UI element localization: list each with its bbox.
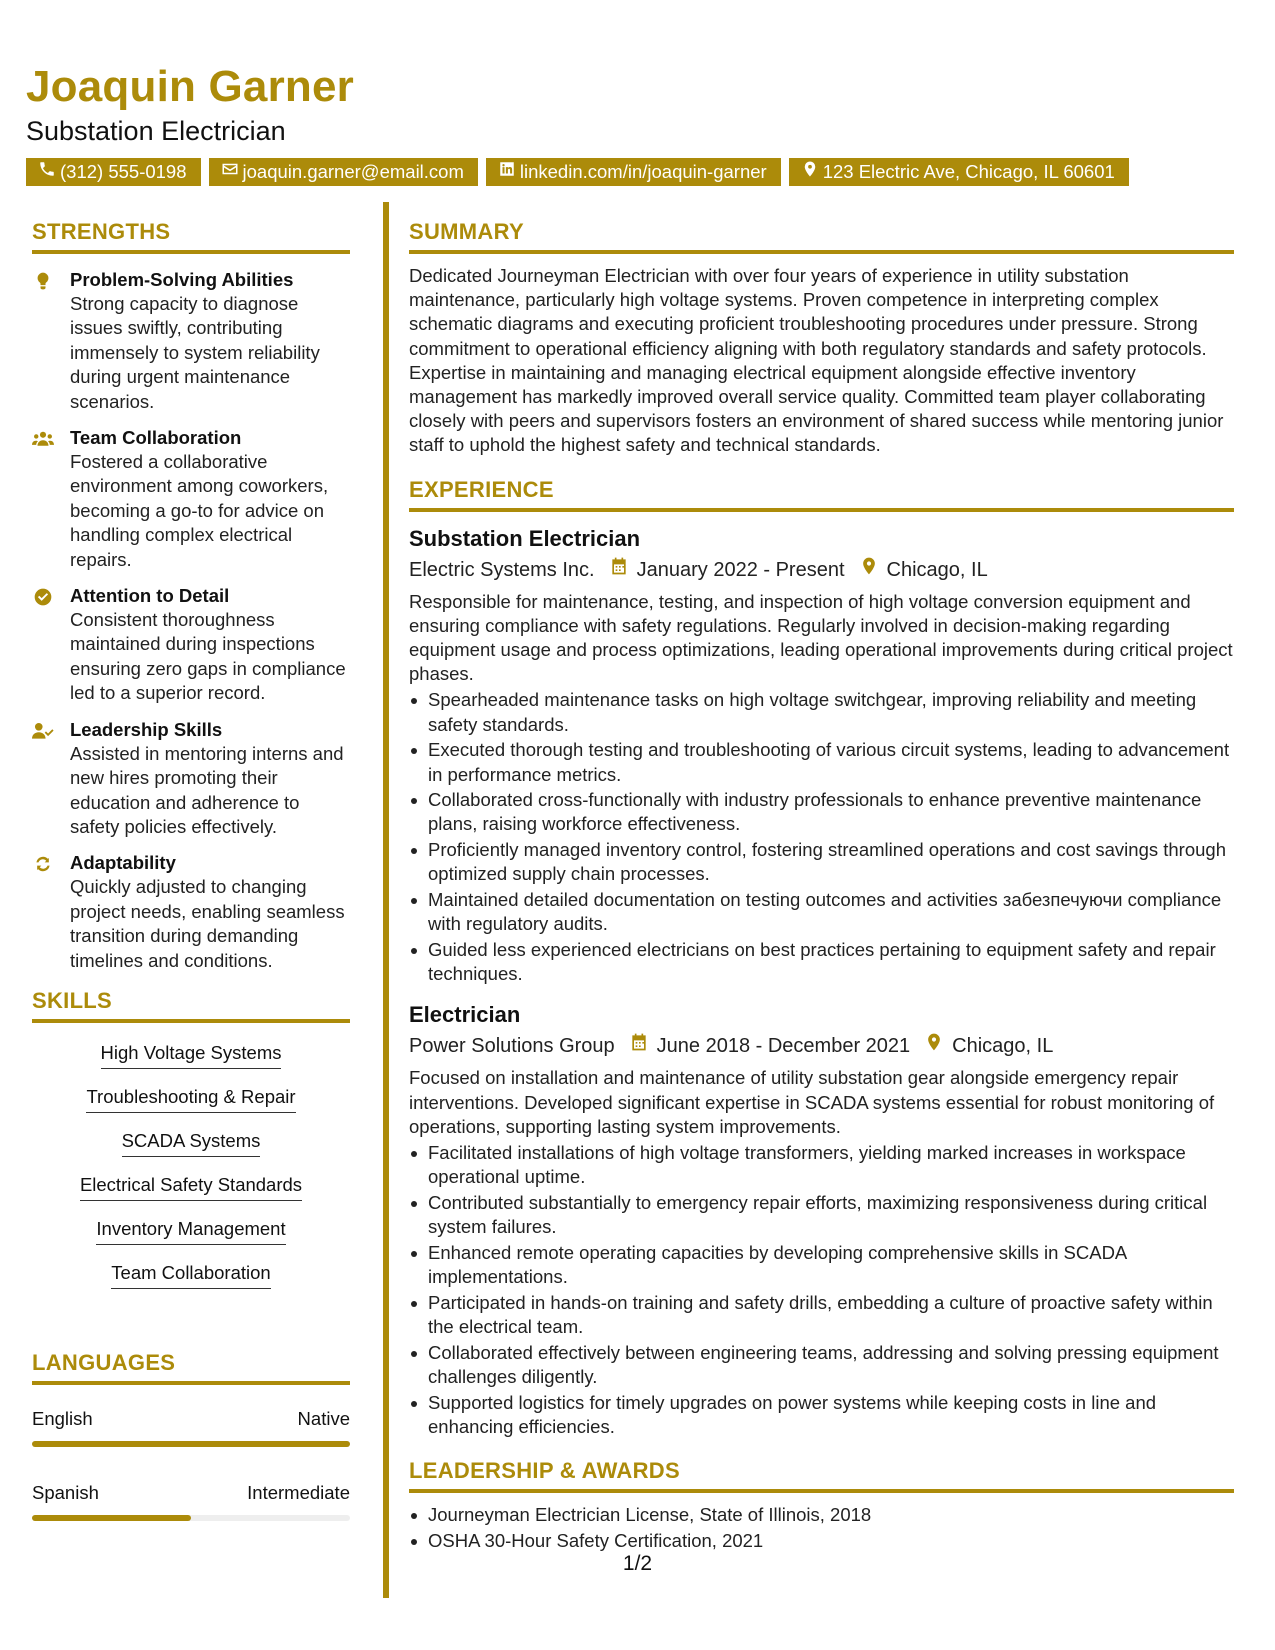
strength-item xyxy=(32,426,350,572)
strength-title: Problem-Solving Abilities xyxy=(70,269,294,290)
list-item: Enhanced remote operating capacities by developing comprehensive skills in SCADA implementations. xyxy=(409,1241,1234,1289)
location-pin-icon xyxy=(910,1032,952,1060)
lightbulb-icon xyxy=(32,268,70,414)
strength-item xyxy=(32,268,350,414)
strength-item xyxy=(32,718,350,840)
section-rule xyxy=(409,1489,1234,1493)
job-title: Electrician xyxy=(409,1002,521,1028)
skill-tag: Electrical Safety Standards xyxy=(80,1173,302,1201)
contact-address-text: 123 Electric Ave, Chicago, IL 60601 xyxy=(822,161,1115,182)
strength-desc: Assisted in mentoring interns and new hires promoting their education and adherence to safety policies effectively. xyxy=(70,742,344,837)
awards-heading: LEADERSHIP & AWARDS xyxy=(409,1457,680,1483)
language-level: Native xyxy=(297,1407,350,1429)
contact-email-text: joaquin.garner@email.com xyxy=(242,161,464,182)
list-item: Supported logistics for timely upgrades on power systems while keeping costs in line and enhancing efficiencies. xyxy=(409,1391,1234,1439)
list-item: Facilitated installations of high voltage transformers, yielding marked increases in workspace operational uptime. xyxy=(409,1141,1234,1189)
job-meta xyxy=(409,1032,1234,1060)
column-divider xyxy=(383,202,389,1598)
company-name: Electric Systems Inc. xyxy=(409,558,595,581)
language-proficiency-fill xyxy=(32,1515,191,1521)
left-column xyxy=(32,218,350,1521)
section-rule xyxy=(409,250,1234,254)
section-rule xyxy=(32,1019,350,1023)
user-check-icon xyxy=(32,718,70,840)
calendar-icon xyxy=(615,1032,657,1060)
skills-section xyxy=(32,987,350,1305)
skill-tag: Team Collaboration xyxy=(111,1261,270,1289)
list-item: Journeyman Electrician License, State of Illinois, 2018 xyxy=(409,1503,1234,1527)
job-entry xyxy=(409,524,1234,987)
resume-header xyxy=(26,62,1256,186)
contact-linkedin-text: linkedin.com/in/joaquin-garner xyxy=(519,161,767,182)
job-meta xyxy=(409,556,1234,584)
location-pin-icon xyxy=(845,556,887,584)
language-level: Intermediate xyxy=(247,1481,350,1503)
strength-title: Adaptability xyxy=(70,852,176,874)
strength-title: Leadership Skills xyxy=(70,718,223,740)
language-proficiency-bar xyxy=(32,1515,350,1521)
section-rule xyxy=(32,1381,350,1385)
skill-tag: SCADA Systems xyxy=(122,1129,261,1157)
envelope-icon xyxy=(221,158,239,186)
contact-linkedin[interactable] xyxy=(486,158,781,186)
experience-heading: EXPERIENCE xyxy=(409,476,554,502)
list-item: Guided less experienced electricians on best practices pertaining to equipment safety and repair techniques. xyxy=(409,938,1234,986)
candidate-name: Joaquin Garner xyxy=(26,62,354,111)
strength-item xyxy=(32,584,350,706)
users-icon xyxy=(32,426,70,572)
job-bullets xyxy=(409,688,1234,986)
summary-text: Dedicated Journeyman Electrician with over four years of experience in utility substation maintenance, particularly high voltage systems. Proven competence in interpreting complex schematic diagrams and executing proficient troubleshooting procedures under pressure. Strong commitment to operational efficiency aligning with both regulatory standards and safety protocols. Expertise in maintaining and managing electrical equipment alongside effective inventory management has markedly improved overall service quality. Committed team player collaborating closely with peers and supervisors fosters an environment of shared success while mentoring junior staff to uphold the highest safety and technical standards. xyxy=(409,265,1224,456)
experience-section xyxy=(409,476,1234,1439)
contact-phone xyxy=(26,158,201,186)
strength-desc: Strong capacity to diagnose issues swiftly, contributing immensely to system reliability during urgent maintenance scenarios. xyxy=(70,293,320,412)
linkedin-icon xyxy=(498,158,516,186)
list-item: Participated in hands-on training and safety drills, embedding a culture of proactive safety within the electrical team. xyxy=(409,1291,1234,1339)
job-location: Chicago, IL xyxy=(952,1035,1054,1058)
strengths-heading: STRENGTHS xyxy=(32,219,171,244)
list-item: Contributed substantially to emergency repair efforts, maximizing responsiveness during critical system failures. xyxy=(409,1191,1234,1239)
language-name: Spanish xyxy=(32,1481,99,1503)
languages-section xyxy=(32,1349,350,1521)
list-item: Collaborated cross-functionally with industry professionals to enhance preventive maintenance plans, raising workforce effectiveness. xyxy=(409,788,1234,836)
contact-phone-text: (312) 555-0198 xyxy=(60,161,187,182)
company-name: Power Solutions Group xyxy=(409,1035,615,1058)
summary-heading: SUMMARY xyxy=(409,219,524,244)
skill-tag: Inventory Management xyxy=(96,1217,285,1245)
strength-desc: Fostered a collaborative environment among coworkers, becoming a go-to for advice on handling complex electrical repairs. xyxy=(70,451,329,570)
strength-title: Attention to Detail xyxy=(70,585,230,607)
calendar-icon xyxy=(595,556,637,584)
strength-item xyxy=(32,851,350,973)
awards-list xyxy=(409,1503,1234,1553)
job-dates: June 2018 - December 2021 xyxy=(656,1035,911,1058)
check-circle-icon xyxy=(32,584,70,706)
summary-section xyxy=(409,218,1234,458)
language-item xyxy=(32,1407,350,1447)
contact-bar xyxy=(26,158,1256,186)
language-name: English xyxy=(32,1407,93,1429)
job-bullets xyxy=(409,1141,1234,1439)
section-rule xyxy=(409,508,1234,512)
right-column xyxy=(409,218,1234,1554)
phone-icon xyxy=(38,158,56,186)
list-item: Executed thorough testing and troubleshooting of various circuit systems, leading to advancement in performance metrics. xyxy=(409,738,1234,786)
language-item xyxy=(32,1481,350,1521)
list-item: Proficiently managed inventory control, fostering streamlined operations and cost savings through optimized supply chain processes. xyxy=(409,838,1234,886)
job-entry xyxy=(409,1000,1234,1439)
language-proficiency-bar xyxy=(32,1441,350,1447)
skill-tag: Troubleshooting & Repair xyxy=(86,1085,295,1113)
job-location: Chicago, IL xyxy=(886,558,988,581)
strength-title: Team Collaboration xyxy=(70,427,242,449)
section-rule xyxy=(32,250,350,254)
strength-desc: Quickly adjusted to changing project needs, enabling seamless transition during demanding timelines and conditions. xyxy=(70,876,345,971)
strengths-section xyxy=(32,218,350,973)
skill-tag: High Voltage Systems xyxy=(101,1041,282,1069)
location-pin-icon xyxy=(801,158,819,186)
strength-desc: Consistent thoroughness maintained during inspections ensuring zero gaps in compliance led to a superior record. xyxy=(70,609,346,704)
job-description: Responsible for maintenance, testing, and inspection of high voltage conversion equipment and ensuring compliance with safety regulations. Regularly involved in decision-making regarding equipment usage and process optimizations, leading operational improvements during critical project phases. xyxy=(409,590,1233,685)
skills-heading: SKILLS xyxy=(32,987,113,1013)
language-proficiency-fill xyxy=(32,1441,350,1447)
list-item: Spearheaded maintenance tasks on high voltage switchgear, improving reliability and meeting safety standards. xyxy=(409,688,1234,736)
list-item: OSHA 30-Hour Safety Certification, 2021 xyxy=(409,1529,1234,1553)
job-description: Focused on installation and maintenance of utility substation gear alongside emergency repair interventions. Developed significant expertise in SCADA systems essential for robust monitoring of operations, supporting lasting system improvements. xyxy=(409,1067,1215,1137)
contact-address xyxy=(789,158,1129,186)
list-item: Collaborated effectively between engineering teams, addressing and solving pressing equipment challenges diligently. xyxy=(409,1341,1234,1389)
languages-heading: LANGUAGES xyxy=(32,1349,176,1375)
contact-email[interactable] xyxy=(209,158,478,186)
page-number: 1/2 xyxy=(622,1552,653,1575)
list-item: Maintained detailed documentation on testing outcomes and activities забезпечуючи compliance with regulatory audits. xyxy=(409,888,1234,936)
candidate-title: Substation Electrician xyxy=(26,116,286,146)
refresh-icon xyxy=(32,851,70,973)
job-dates: January 2022 - Present xyxy=(636,558,845,581)
job-title: Substation Electrician xyxy=(409,525,641,551)
awards-section xyxy=(409,1457,1234,1553)
